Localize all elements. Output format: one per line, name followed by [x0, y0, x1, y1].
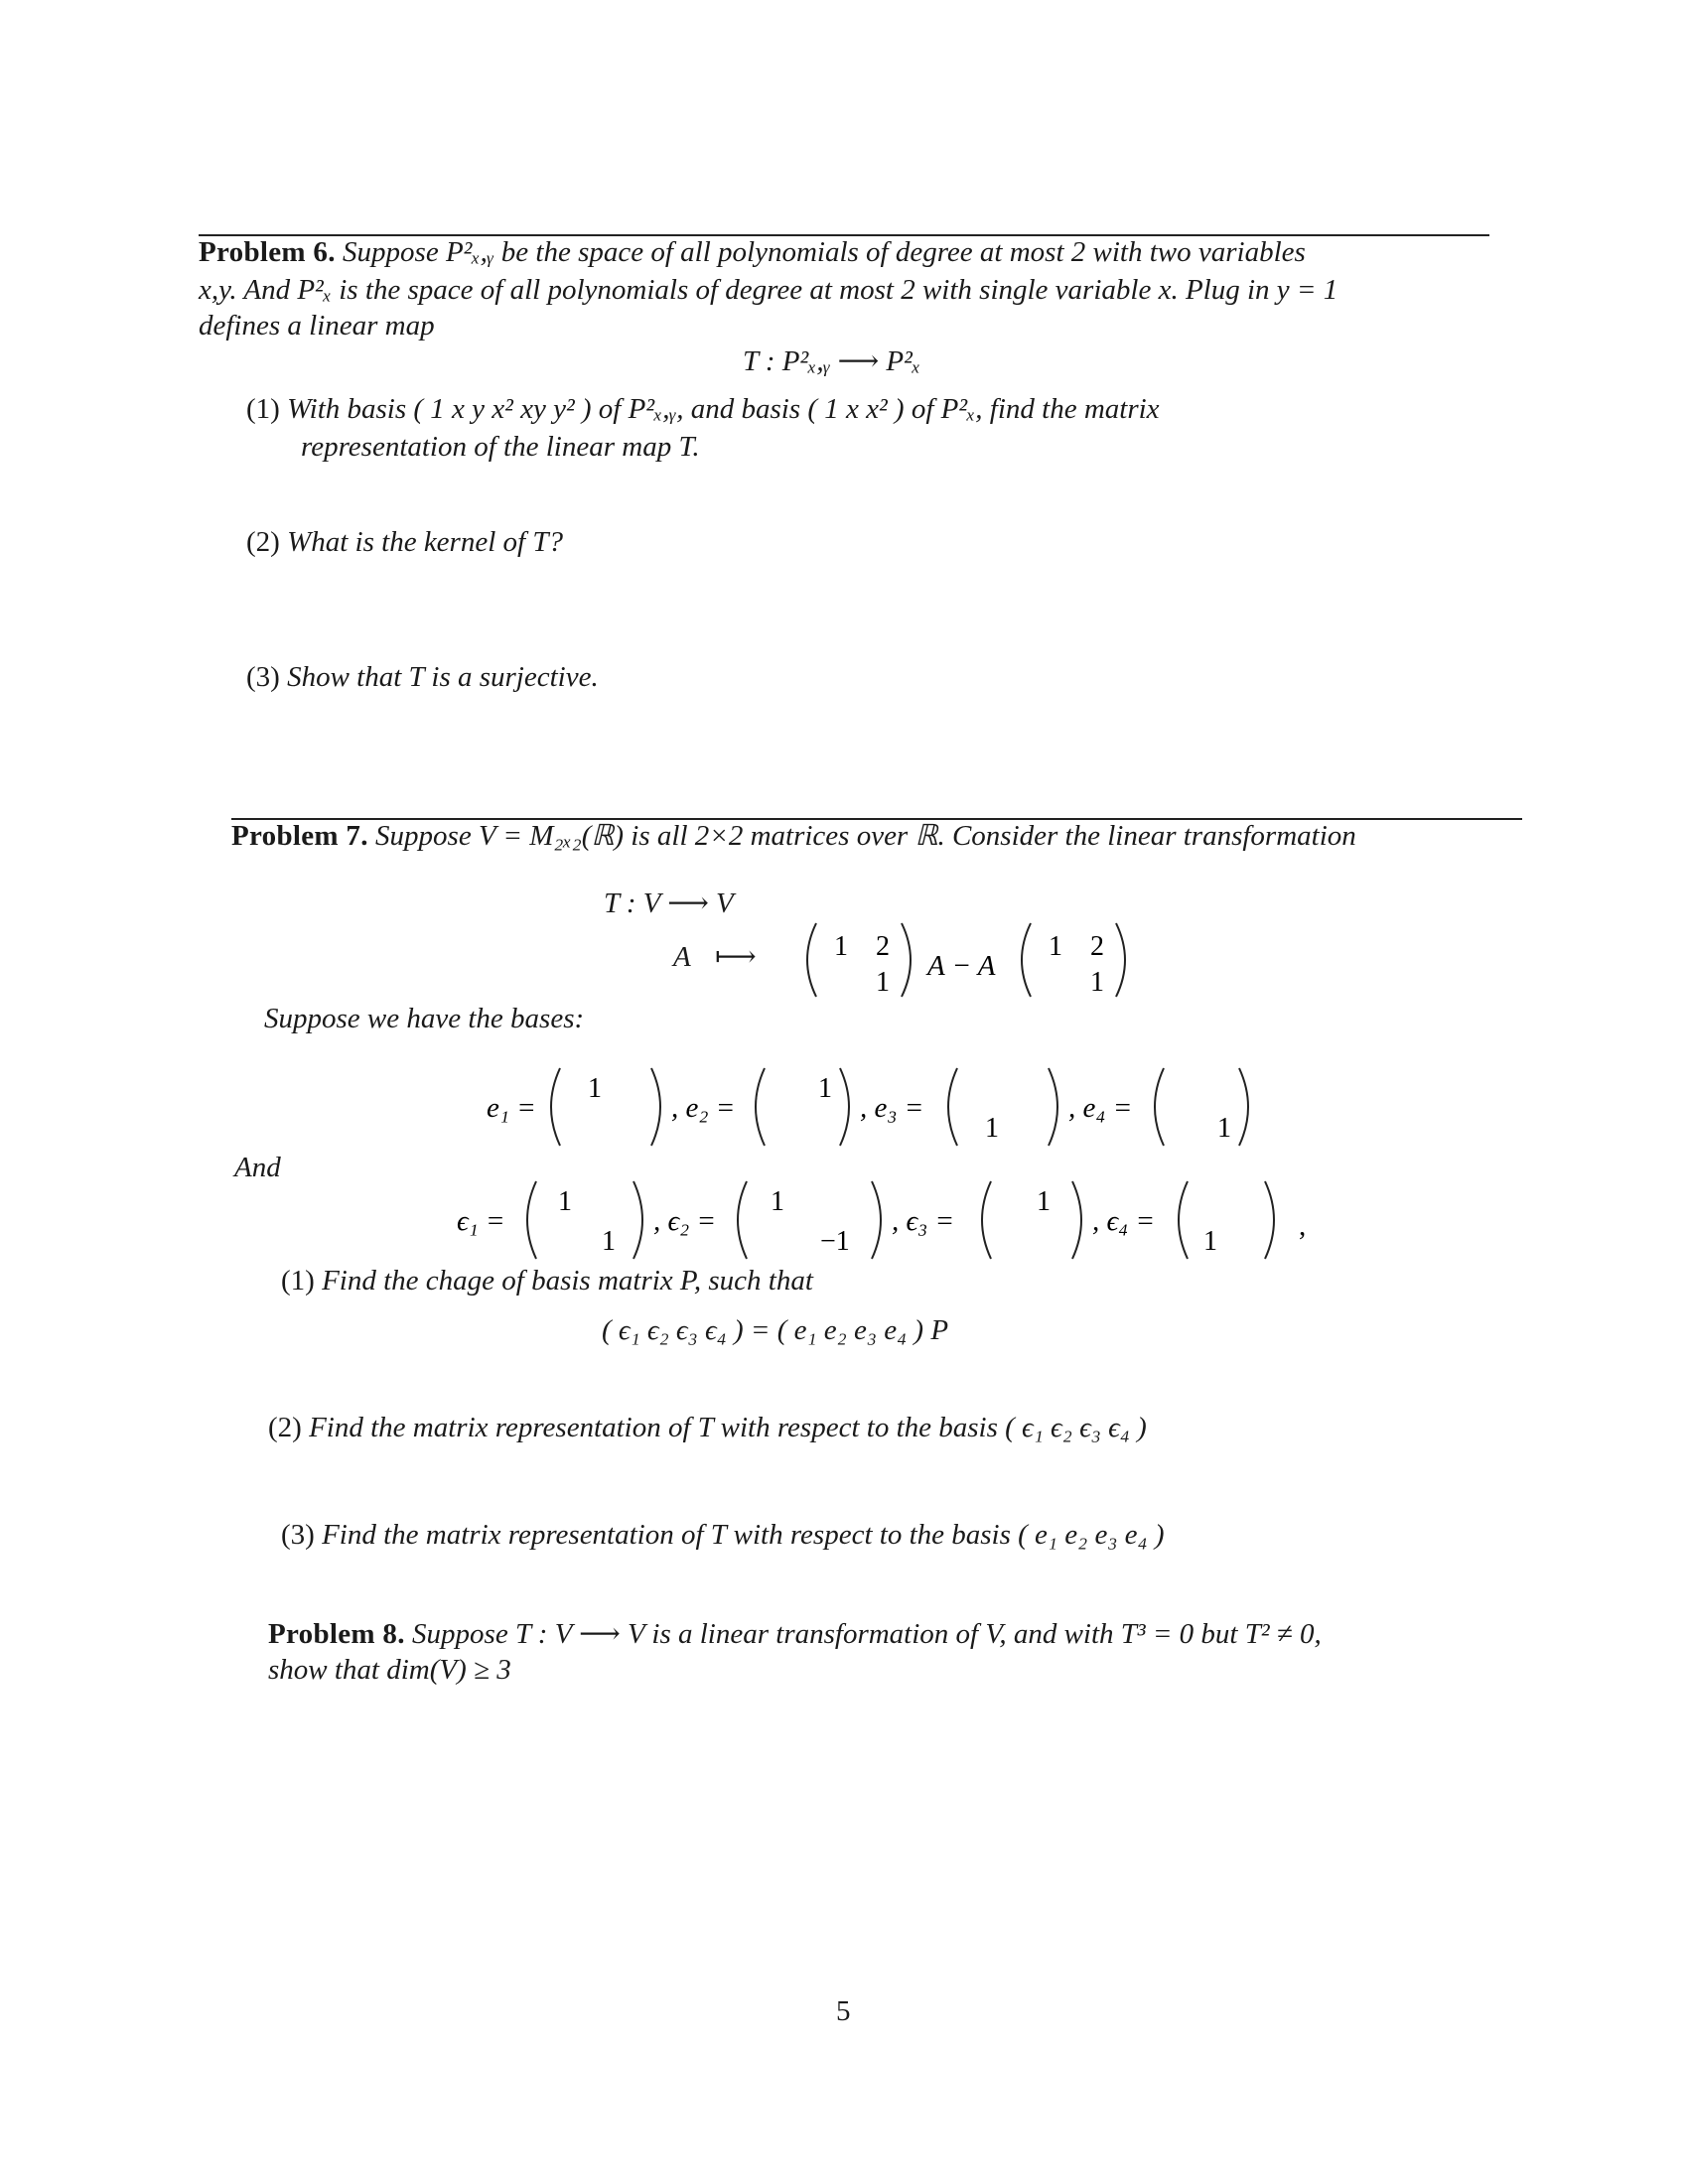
problem8-statement-line1: Suppose T : V ⟶ V is a linear transformation of V, and with T³ = 0 but T² ≠ 0,: [412, 1618, 1322, 1650]
problem8-heading: Problem 8.: [268, 1618, 405, 1650]
matrix1-entry-12: 2: [876, 931, 890, 962]
eps3-label: , ϵ₃ =: [892, 1205, 955, 1237]
problem7-and-label: And: [234, 1152, 281, 1183]
problem6-map-formula: T : P²ₓ,ᵧ ⟶ P²ₓ: [743, 345, 921, 377]
matrix1-entry-22: 1: [876, 967, 890, 998]
problem7-statement: Suppose V = M₂ₓ₂(ℝ) is all 2×2 matrices over ℝ. Consider the linear transformation: [375, 820, 1356, 852]
eps4-label: , ϵ₄ =: [1092, 1205, 1156, 1237]
problem6-part3: [246, 659, 599, 695]
epsilon-trailing-comma: ,: [1299, 1210, 1307, 1242]
problem7-part2-text: Find the matrix representation of T with respect to the basis ( ϵ₁ ϵ₂ ϵ₃ ϵ₄ ): [309, 1412, 1147, 1443]
problem7-heading: Problem 7.: [231, 820, 368, 852]
eps4-entry-21: 1: [1203, 1226, 1217, 1257]
problem6-part3-text: Show that T is a surjective.: [287, 661, 599, 693]
problem7-part3-text: Find the matrix representation of T with respect to the basis ( e₁ e₂ e₃ e₄ ): [322, 1519, 1165, 1551]
e1-entry: 1: [588, 1073, 602, 1104]
problem7-part1: [281, 1263, 813, 1298]
problem6-part2: [246, 524, 563, 560]
problem6-part1: [246, 391, 1160, 427]
problem7-part1-equation: ( ϵ₁ ϵ₂ ϵ₃ ϵ₄ ) = ( e₁ e₂ e₃ e₄ ) P: [602, 1314, 949, 1346]
problem7-part1-text: Find the chage of basis matrix P, such that: [322, 1265, 813, 1297]
problem8-statement-line2: show that dim(V) ≥ 3: [268, 1654, 511, 1686]
problem7-part3-number: (3): [281, 1519, 315, 1551]
problem6-statement-line3: defines a linear map: [199, 310, 435, 341]
e1-label: e₁ =: [487, 1092, 536, 1124]
basis-epsilon-row: [447, 1175, 1340, 1265]
problem7-part1-number: (1): [281, 1265, 315, 1297]
e3-entry: 1: [985, 1113, 999, 1144]
eps1-label: ϵ₁ =: [457, 1205, 505, 1237]
basis-e-row: [477, 1062, 1370, 1152]
eps2-entry-11: 1: [771, 1186, 784, 1217]
problem6-part1-text: With basis ( 1 x y x² xy y² ) of P²ₓ,ᵧ, and basis ( 1 x x² ) of P²ₓ, find the matrix: [287, 393, 1160, 425]
problem6-part3-number: (3): [246, 661, 280, 693]
eps3-entry-12: 1: [1037, 1186, 1051, 1217]
e3-label: , e₃ =: [860, 1092, 924, 1124]
problem7-bases-intro: Suppose we have the bases:: [264, 1003, 585, 1034]
problem7-part2-number: (2): [268, 1412, 302, 1443]
problem7-map-A: A: [673, 941, 691, 973]
problem6-part1-number: (1): [246, 393, 280, 425]
page-number: 5: [836, 1995, 851, 2027]
matrix2-entry-11: 1: [1049, 931, 1062, 962]
matrix2-entry-12: 2: [1090, 931, 1104, 962]
problem6-part2-text: What is the kernel of T?: [287, 526, 563, 558]
eps2-label: , ϵ₂ =: [653, 1205, 717, 1237]
e4-entry: 1: [1217, 1113, 1231, 1144]
problem7-part3: [281, 1517, 1165, 1553]
e2-entry: 1: [818, 1073, 832, 1104]
eps2-entry-22: −1: [820, 1226, 850, 1257]
problem7-transform-matrices: [794, 915, 1172, 1005]
matrix2-entry-22: 1: [1090, 967, 1104, 998]
problem6-statement-line2: x,y. And P²ₓ is the space of all polynomials of degree at most 2 with single variable x. Plug in y = 1: [199, 274, 1338, 306]
eps1-entry-22: 1: [602, 1226, 616, 1257]
problem7-part2: [268, 1410, 1147, 1445]
eps1-entry-11: 1: [558, 1186, 572, 1217]
problem7-line1: [231, 818, 1356, 854]
problem6-line1: [199, 234, 1306, 270]
e2-label: , e₂ =: [671, 1092, 736, 1124]
problem7-map-middle: A − A: [927, 950, 996, 982]
problem6-part1-line2: representation of the linear map T.: [301, 431, 700, 463]
problem7-map-arrow: ⟼: [715, 941, 757, 973]
e4-label: , e₄ =: [1068, 1092, 1133, 1124]
problem6-statement-line1: Suppose P²ₓ,ᵧ be the space of all polynomials of degree at most 2 with two variables: [343, 236, 1306, 268]
problem8-line1: [268, 1616, 1322, 1652]
problem7-map-line1: T : V ⟶ V: [604, 887, 734, 919]
problem6-part2-number: (2): [246, 526, 280, 558]
matrix1-entry-11: 1: [834, 931, 848, 962]
problem6-heading: Problem 6.: [199, 236, 336, 268]
